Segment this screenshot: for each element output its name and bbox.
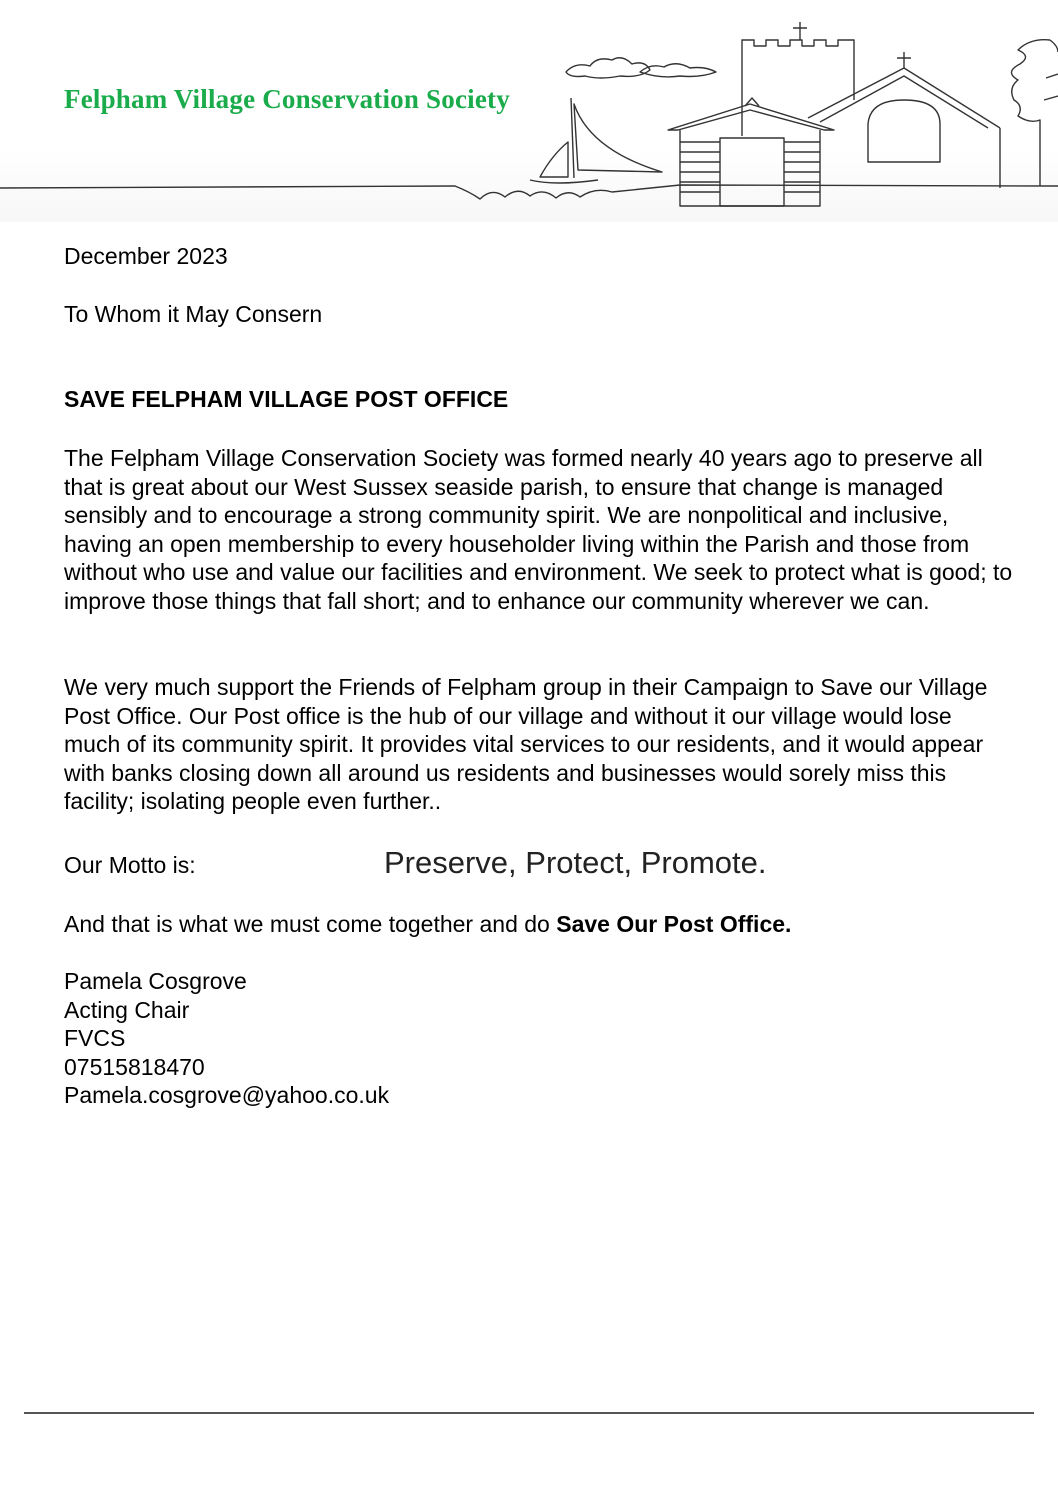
signatory-email: Pamela.cosgrove@yahoo.co.uk [64, 1082, 390, 1109]
footer-divider [24, 1412, 1034, 1414]
motto-text: Preserve, Protect, Promote. [384, 845, 767, 880]
signatory-name: Pamela Cosgrove [64, 968, 247, 994]
salutation: To Whom it May Consern [64, 301, 323, 327]
closing-line [64, 910, 1014, 939]
signatory-organisation: FVCS [64, 1025, 126, 1052]
paragraph-text: We very much support the Friends of Felpham group in their Campaign to Save our Village Post Office. Our Post office is the hub of our village and without it our village would lose much of its community spirit. It provides vital services to our residents, and it would appear with banks closing down all around us residents and businesses would sorely miss this facility; isolating people even further.. [64, 674, 988, 815]
closing-text: And that is what we must come together and do [64, 911, 557, 937]
letter-date: December 2023 [64, 243, 228, 269]
signatory-role: Acting Chair [64, 996, 190, 1023]
motto-row [64, 845, 1014, 885]
letterhead [0, 0, 1058, 222]
closing-bold-text: Save Our Post Office. [556, 911, 792, 937]
paragraph-text: The Felpham Village Conservation Society was formed nearly 40 years ago to preserve all that is great about our West Sussex seaside parish, to ensure that change is managed sensibly and to encourage a strong community spirit. We are nonpolitical and inclusive, having an open membership to every householder living within the Parish and those from without who use and value our facilities and environment. We seek to protect what is good; to improve those things that fall short; and to enhance our community wherever we can. [64, 445, 1013, 614]
motto-label: Our Motto is: [64, 852, 196, 878]
paragraph-support-campaign [64, 673, 1014, 816]
signatory-phone: 07515818470 [64, 1053, 205, 1080]
signature-block [64, 967, 1014, 1110]
society-name: Felpham Village Conservation Society [64, 84, 510, 114]
paragraph-about-society [64, 444, 1014, 616]
letter-heading: SAVE FELPHAM VILLAGE POST OFFICE [64, 386, 509, 412]
